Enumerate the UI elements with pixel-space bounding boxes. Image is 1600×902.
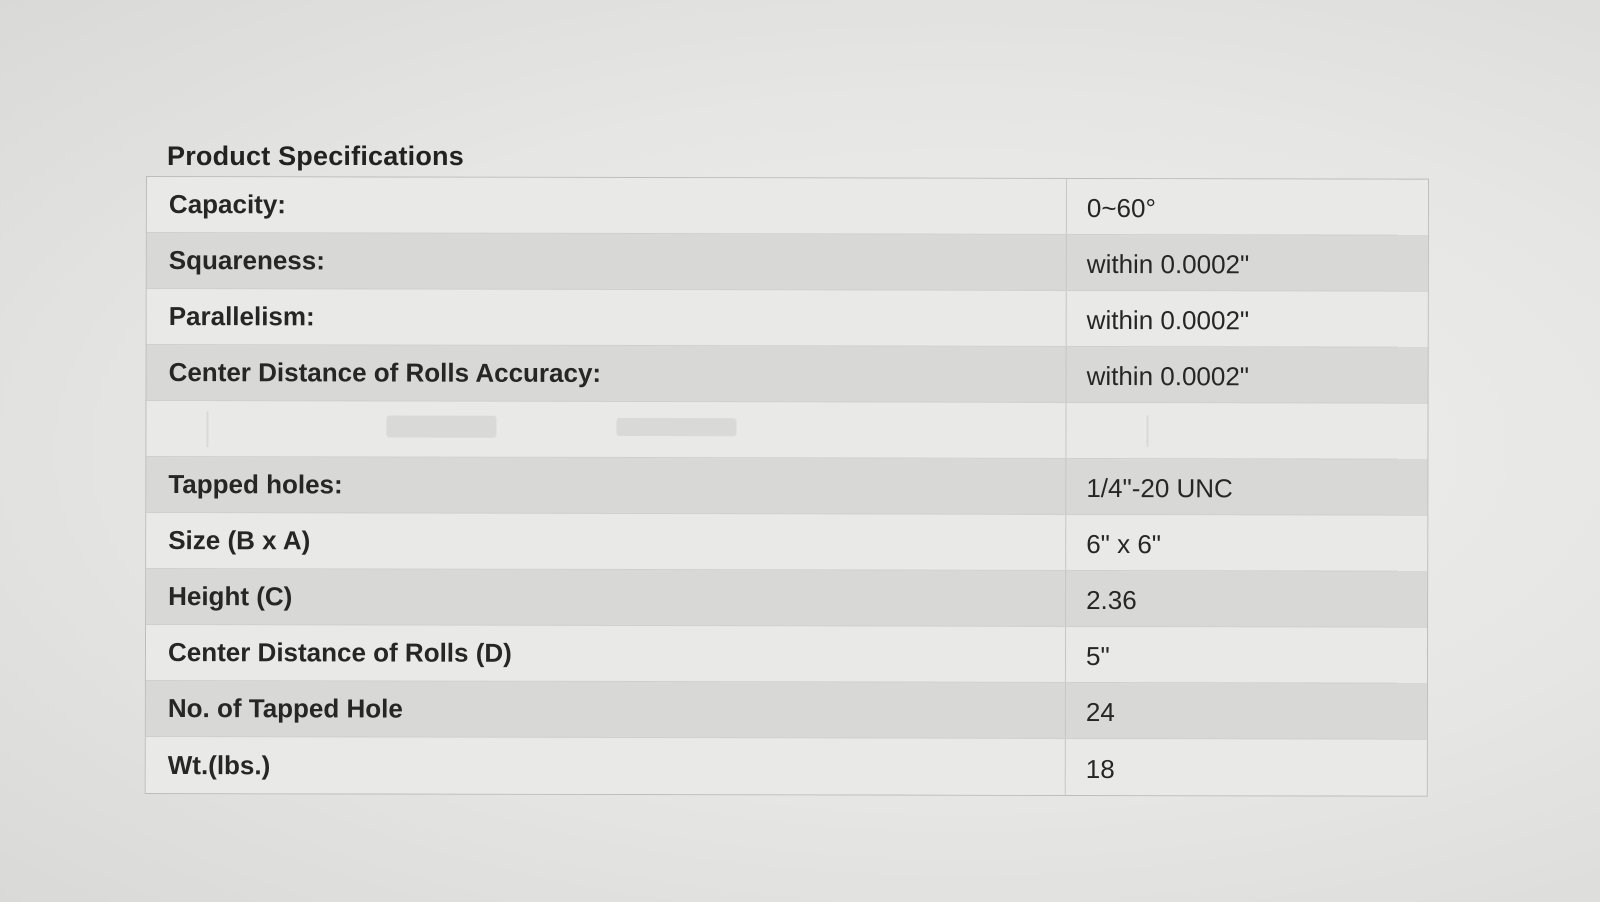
spec-value: 5" [1085, 640, 1110, 672]
spec-value: within 0.0002" [1086, 248, 1250, 280]
table-row [146, 513, 1427, 572]
spec-table [145, 176, 1429, 797]
spec-value [1066, 403, 1427, 459]
table-row [147, 345, 1428, 404]
spec-label: Capacity: [147, 177, 1067, 234]
erased-mark [206, 411, 208, 447]
spec-label: Center Distance of Rolls (D) [146, 625, 1066, 682]
spec-label: Squareness: [147, 233, 1067, 290]
spec-value: 0~60° [1086, 192, 1156, 224]
spec-label [146, 401, 1066, 458]
spec-label: Parallelism: [147, 289, 1067, 346]
spec-value: 6" x 6" [1086, 528, 1162, 560]
spec-label: Center Distance of Rolls Accuracy: [147, 345, 1067, 402]
table-row [146, 457, 1427, 516]
erased-mark [616, 418, 736, 436]
table-row [146, 625, 1427, 684]
table-row [147, 233, 1428, 292]
spec-value: 18 [1085, 753, 1115, 784]
table-row [147, 177, 1428, 236]
spec-label: Tapped holes: [146, 457, 1066, 514]
spec-value: 1/4"-20 UNC [1086, 472, 1233, 504]
table-row [146, 681, 1427, 740]
table-row [146, 737, 1427, 796]
spec-label: No. of Tapped Hole [146, 681, 1066, 738]
spec-value: within 0.0002" [1086, 360, 1250, 392]
spec-value: 2.36 [1086, 584, 1137, 616]
table-row [147, 289, 1428, 348]
table-row-blank [146, 401, 1427, 460]
spec-label: Wt.(lbs.) [146, 737, 1066, 795]
erased-mark [386, 416, 496, 438]
spec-value: within 0.0002" [1086, 304, 1250, 336]
erased-mark [1146, 415, 1148, 447]
table-row [146, 569, 1427, 628]
page-title: Product Specifications [167, 141, 464, 171]
spec-label: Size (B x A) [146, 513, 1066, 570]
spec-value: 24 [1085, 696, 1115, 728]
spec-label: Height (C) [146, 569, 1066, 626]
